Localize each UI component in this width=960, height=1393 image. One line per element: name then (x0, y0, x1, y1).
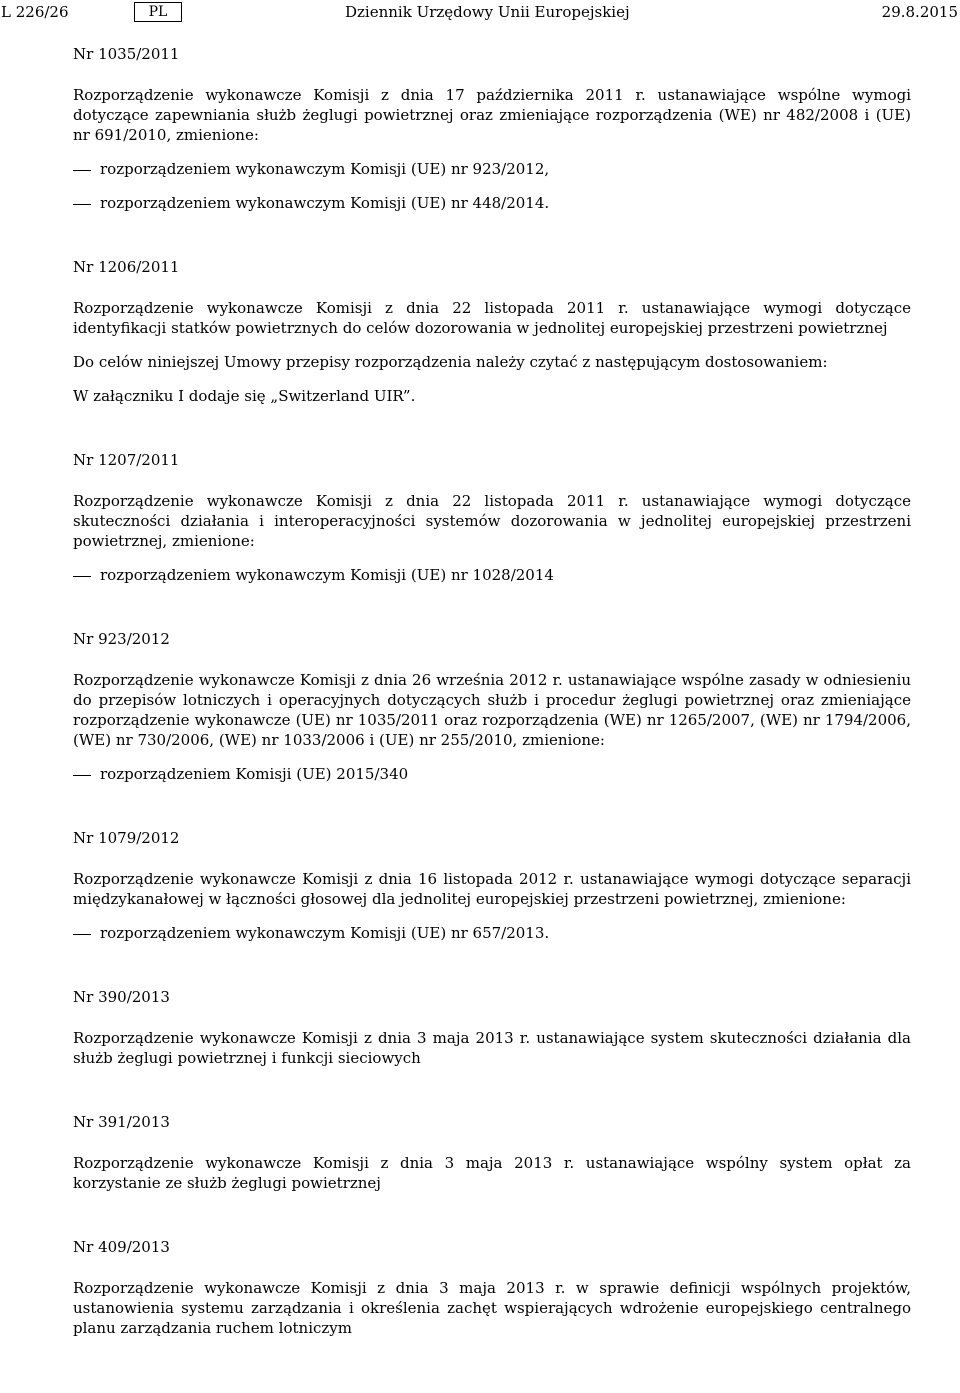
entry-title: Nr 1035/2011 (73, 45, 180, 63)
entry-description: Rozporządzenie wykonawcze Komisji z dnia 16 listopada 2012 r. ustanawiające wymogi dotyczące separacji międzykanałowej w łączności głosowej dla jednolitej europejskiej przestrzeni powietrznej, zmienione: (73, 870, 911, 908)
entry-description: Rozporządzenie wykonawcze Komisji z dnia 17 października 2011 r. ustanawiające wspólne wymogi dotyczące zapewniania służb żeglugi powietrznej oraz zmieniające rozporządzenia (WE) nr 482/2008 i (UE) nr 691/2010, zmienione: (73, 86, 911, 144)
amendment-item: rozporządzeniem Komisji (UE) 2015/340 (73, 764, 911, 784)
entry-title: Nr 391/2013 (73, 1113, 170, 1131)
entry-description: Rozporządzenie wykonawcze Komisji z dnia 22 listopada 2011 r. ustanawiające wymogi dotyczące identyfikacji statków powietrznych do celów dozorowania w jednolitej europejskiej przestrzeni powietrznej (73, 299, 911, 337)
regulation-entry-409-2013 (73, 1237, 911, 1338)
regulation-entry-1079-2012 (73, 828, 911, 943)
adaptation-note: Do celów niniejszej Umowy przepisy rozporządzenia należy czytać z następującym dostosowaniem: (73, 353, 828, 371)
amendment-item: rozporządzeniem wykonawczym Komisji (UE) nr 657/2013. (73, 923, 911, 943)
regulation-entry-1206-2011 (73, 257, 911, 406)
amendment-item: rozporządzeniem wykonawczym Komisji (UE) nr 923/2012, (73, 159, 911, 179)
entry-description: Rozporządzenie wykonawcze Komisji z dnia 3 maja 2013 r. ustanawiające wspólny system opłat za korzystanie ze służb żeglugi powietrznej (73, 1154, 911, 1192)
amendment-item: rozporządzeniem wykonawczym Komisji (UE) nr 448/2014. (73, 193, 911, 213)
entry-description: Rozporządzenie wykonawcze Komisji z dnia 22 listopada 2011 r. ustanawiające wymogi dotyczące skuteczności działania i interoperacyjności systemów dozorowania w jednolitej europejskiej przestrzeni powietrznej, zmienione: (73, 492, 911, 550)
language-code-box: PL (134, 2, 182, 22)
adaptation-text: W załączniku I dodaje się „Switzerland UIR”. (73, 387, 416, 405)
amendment-item: rozporządzeniem wykonawczym Komisji (UE) nr 1028/2014 (73, 565, 911, 585)
entry-title: Nr 1206/2011 (73, 258, 180, 276)
publication-date: 29.8.2015 (881, 3, 958, 21)
regulation-entry-391-2013 (73, 1112, 911, 1193)
entry-title: Nr 390/2013 (73, 988, 170, 1006)
document-body (73, 44, 911, 1338)
regulation-entry-923-2012 (73, 629, 911, 784)
entry-title: Nr 1079/2012 (73, 829, 180, 847)
entry-title: Nr 1207/2011 (73, 451, 180, 469)
entry-title: Nr 923/2012 (73, 630, 170, 648)
regulation-entry-390-2013 (73, 987, 911, 1068)
entry-title: Nr 409/2013 (73, 1238, 170, 1256)
entry-description: Rozporządzenie wykonawcze Komisji z dnia 3 maja 2013 r. ustanawiające system skuteczności działania dla służb żeglugi powietrznej i funkcji sieciowych (73, 1029, 911, 1067)
entry-description: Rozporządzenie wykonawcze Komisji z dnia 3 maja 2013 r. w sprawie definicji wspólnych projektów, ustanowienia systemu zarządzania i określenia zachęt wspierających wdrożenie europejskiego centralnego planu zarządzania ruchem lotniczym (73, 1279, 911, 1337)
entry-description: Rozporządzenie wykonawcze Komisji z dnia 26 września 2012 r. ustanawiające wspólne zasady w odniesieniu do przepisów lotniczych i operacyjnych dotyczących służb i procedur żeglugi powietrznej oraz zmieniające rozporządzenie wykonawcze (UE) nr 1035/2011 oraz rozporządzenia (WE) nr 1265/2007, (WE) nr 1794/2006, (WE) nr 730/2006, (WE) nr 1033/2006 i (UE) nr 255/2010, zmienione: (73, 671, 911, 749)
page-reference: L 226/26 (1, 3, 69, 21)
page-header (0, 0, 960, 30)
regulation-entry-1207-2011 (73, 450, 911, 585)
regulation-entry-1035-2011 (73, 44, 911, 213)
journal-title: Dziennik Urzędowy Unii Europejskiej (345, 3, 630, 21)
